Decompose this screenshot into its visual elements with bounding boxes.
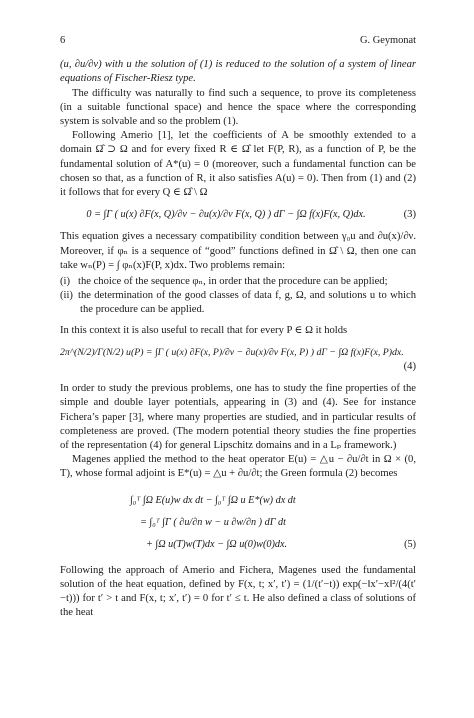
- list-item: (i) the choice of the sequence φₙ, in order that the procedure can be applied;: [60, 276, 388, 288]
- equation-3-body: 0 = ∫Γ ( u(x) ∂F(x, Q)/∂ν − ∂u(x)/∂ν F(x, Q) ) dΓ − ∫Ω f(x)F(x, Q)dx.: [86, 209, 366, 221]
- equation-3-number: (3): [403, 209, 416, 221]
- equation-4-body: 2π^(N/2)/Γ(N/2) u(P) = ∫Γ ( u(x) ∂F(x, P)/∂ν − ∂u(x)/∂ν F(x, P) ) dΓ − ∫Ω f(x)F(x, P)dx.: [60, 346, 404, 358]
- page-number: 6: [60, 35, 66, 46]
- equation-5-line-2: = ∫₀ᵀ ∫Γ ( ∂u/∂n w − u ∂w/∂n ) dΓ dt: [140, 516, 286, 528]
- equation-3: [60, 208, 416, 222]
- author-name: G. Geymonat: [360, 35, 416, 46]
- running-header: [60, 34, 416, 48]
- paragraph-2: The difficulty was naturally to find such a sequence, to prove its completeness (in a suitable functional space) and hence the space where the corresponding system is solvable and so the problem (1).: [60, 87, 416, 128]
- paragraph-5: In this context it is also useful to recall that for every P ∈ Ω it holds: [60, 324, 348, 336]
- equation-4-number: (4): [403, 361, 416, 373]
- equation-4: [60, 346, 416, 374]
- equation-5-line-3: + ∫Ω u(T)w(T)dx − ∫Ω u(0)w(0)dx.: [146, 538, 288, 550]
- problem-list: [60, 275, 416, 318]
- paragraph-8: Following the approach of Amerio and Fichera, Magenes used the fundamental solution of the heat equation, defined by F(x, t; x′, t′) = (1/(t′−t)) exp(−‖x′−x‖²/(4(t′−t))) for t′ > t and F(x, t; x′, t′) = 0 for t′ ≤ t. He also defined a class of solutions of the heat: [60, 564, 416, 619]
- list-item: (ii) the determination of the good classes of data f, g, Ω, and solutions u to which the procedure can be applied.: [60, 290, 416, 316]
- paper-page: [60, 34, 416, 621]
- equation-5-line-1: ∫₀ᵀ ∫Ω E(u)w dx dt − ∫₀ᵀ ∫Ω u E*(w) dx dt: [130, 494, 296, 506]
- paragraph-6: In order to study the previous problems, one has to study the fine properties of the simple and double layer potentials, appearing in (3) and (4). See for instance Fichera’s paper [3], where many properties are studied, and in particular results of completeness are proved. (The modern potential theory studies the fine properties of the representation (4) for general Lipschitz domains and in a Lₚ framework.): [60, 383, 416, 452]
- paragraph-4: This equation gives a necessary compatibility condition between γ₀u and ∂u(x)/∂ν. Moreover, if φₙ is a sequence of “good” functions defined in Ω̂ \ Ω, then one can take wₙ(P) = ∫ φₙ(x)F(P, x)dx. Two problems remain:: [60, 231, 416, 271]
- equation-5: [60, 490, 416, 556]
- paragraph-1: (u, ∂u/∂ν) with u the solution of (1) is reduced to the solution of a system of linear equations of Fischer-Riesz type.: [60, 59, 416, 85]
- paragraph-7: Magenes applied the method to the heat operator E(u) = △u − ∂u/∂t in Ω × (0, T), whose formal adjoint is E*(u) = △u + ∂u/∂t; the Green formula (2) becomes: [60, 454, 416, 480]
- paragraph-3: Following Amerio [1], let the coefficients of A be smoothly extended to a domain Ω̂ ⊃ Ω and for every fixed R ∈ Ω̂ let F(P, R), as a function of P, be the fundamental solution of A*(u) = 0 (moreover, such a fundamental function can be chosen so that, as a function of R, it also satisfies A(u) = 0). Then from (1) and (2) it follows that for every Q ∈ Ω̂ \ Ω: [60, 130, 416, 199]
- equation-5-number: (5): [404, 538, 416, 550]
